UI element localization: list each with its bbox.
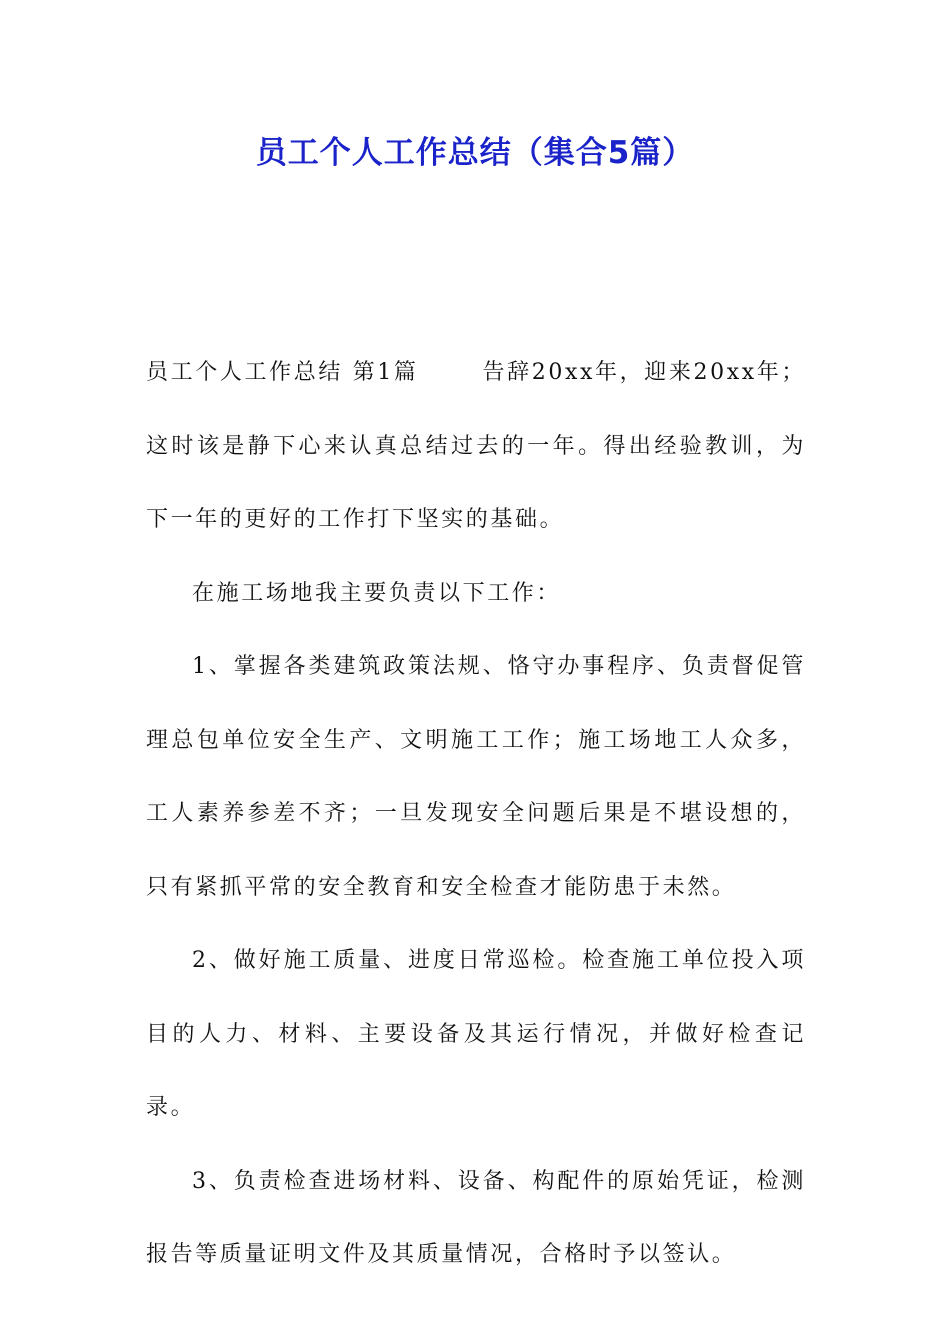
paragraph-item-1: 1、掌握各类建筑政策法规、恪守办事程序、负责督促管理总包单位安全生产、文明施工工作；施工场地工人众多，工人素养参差不齐；一旦发现安全问题后果是不堪设想的，只有紧抓平常的安全教育和安全检查才能防患于未然。: [146, 654, 806, 900]
paragraph-item-2: 2、做好施工质量、进度日常巡检。检查施工单位投入项目的人力、材料、主要设备及其运行情况，并做好检查记录。: [146, 948, 806, 1120]
first-paragraph: [146, 336, 806, 557]
intro-text: 告辞20xx年，迎来20xx年；这时该是静下心来认真总结过去的一年。得出经验教训，为下一年的更好的工作打下坚实的基础。: [146, 360, 806, 532]
document-title: 员工个人工作总结（集合5篇）: [255, 135, 695, 171]
paragraph-item-3: 3、负责检查进场材料、设备、构配件的原始凭证，检测报告等质量证明文件及其质量情况，合格时予以签认。: [146, 1168, 806, 1267]
paragraph-duties-intro: 在施工场地我主要负责以下工作：: [192, 580, 562, 606]
document-body: [146, 336, 806, 1292]
section-heading: 员工个人工作总结 第1篇: [146, 360, 419, 385]
